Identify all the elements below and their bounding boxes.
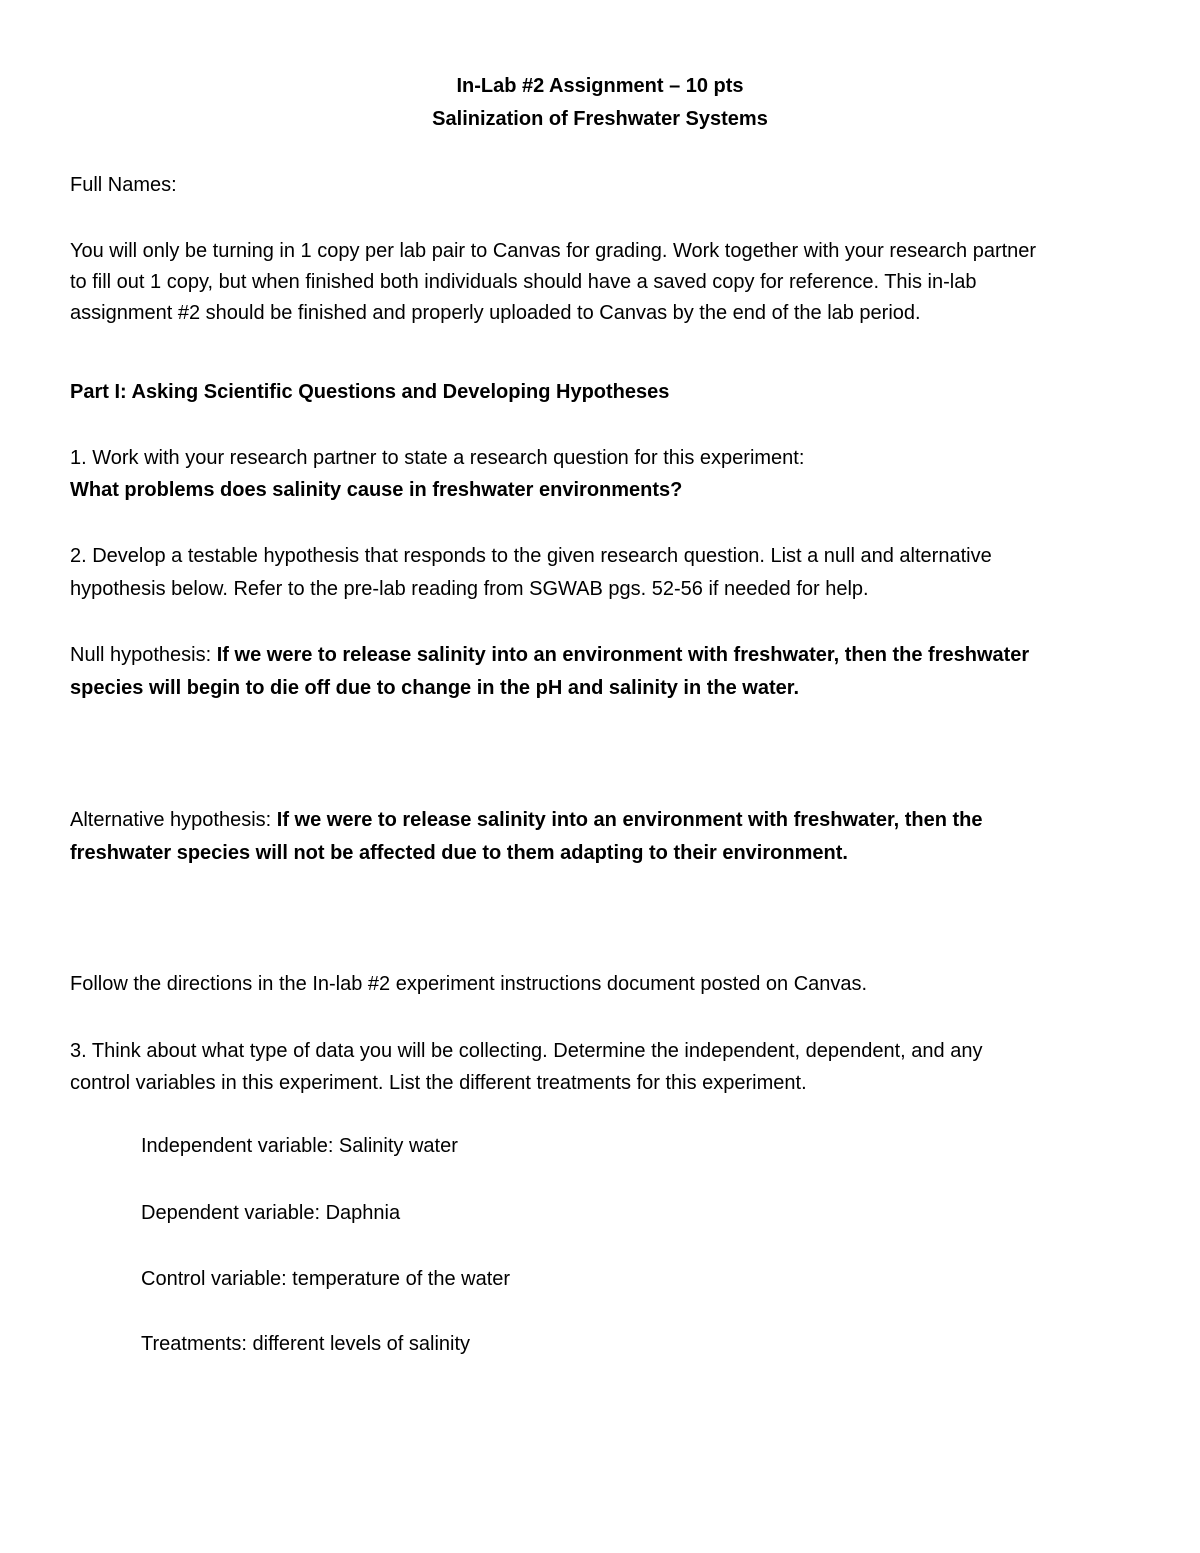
null-hypothesis-answer-1: If we were to release salinity into an environment with freshwater, then the freshwater [216,644,1030,666]
q3-line-1: 3. Think about what type of data you will be collecting. Determine the independent, dependent, and any [70,1040,983,1062]
null-hypothesis-answer-2: species will begin to die off due to change in the pH and salinity in the water. [70,677,799,699]
intro-line-1: You will only be turning in 1 copy per lab pair to Canvas for grading. Work together with your research partner [70,240,1037,262]
q2-line-1: 2. Develop a testable hypothesis that responds to the given research question. List a null and alternative [70,545,992,567]
null-hypothesis-label: Null hypothesis: [70,644,217,666]
alt-hypothesis-answer-1: If we were to release salinity into an environment with freshwater, then the [276,809,983,831]
alt-hypothesis-label: Alternative hypothesis: [70,809,277,831]
alt-hypothesis-answer-2: freshwater species will not be affected due to them adapting to their environment. [70,842,848,864]
q3-line-2: control variables in this experiment. List the different treatments for this experiment. [70,1072,807,1094]
intro-line-2: to fill out 1 copy, but when finished both individuals should have a saved copy for reference. This in-lab [70,271,977,293]
document-subtitle: Salinization of Freshwater Systems [432,108,768,130]
q2-line-2: hypothesis below. Refer to the pre-lab reading from SGWAB pgs. 52-56 if needed for help. [70,578,869,600]
follow-directions-text: Follow the directions in the In-lab #2 experiment instructions document posted on Canvas. [70,973,868,995]
treatments: Treatments: different levels of salinity [141,1333,471,1355]
q1-prompt: 1. Work with your research partner to state a research question for this experiment: [70,447,805,469]
alt-hypothesis-line-1 [70,804,983,837]
intro-line-3: assignment #2 should be finished and properly uploaded to Canvas by the end of the lab period. [70,302,921,324]
control-variable: Control variable: temperature of the water [141,1268,511,1290]
part1-heading: Part I: Asking Scientific Questions and Developing Hypotheses [70,381,670,403]
q1-answer: What problems does salinity cause in freshwater environments? [70,479,683,501]
full-names-label: Full Names: [70,174,177,196]
document-title: In-Lab #2 Assignment – 10 pts [456,75,744,97]
dependent-variable: Dependent variable: Daphnia [141,1202,401,1224]
null-hypothesis-line-1 [70,639,1029,672]
independent-variable: Independent variable: Salinity water [141,1135,458,1157]
